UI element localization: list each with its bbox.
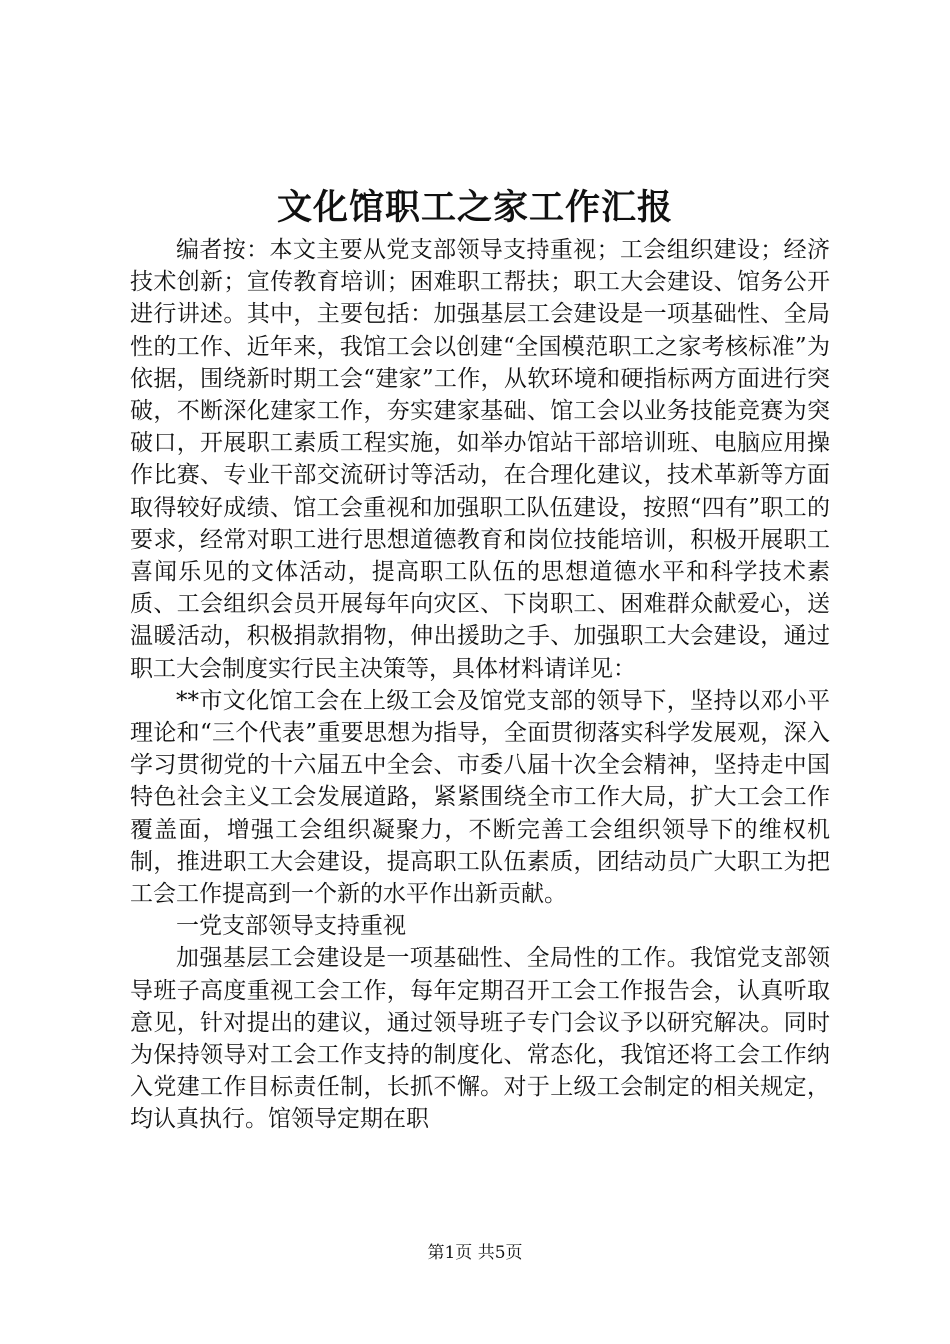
document-title: 文化馆职工之家工作汇报	[276, 187, 673, 228]
intro-paragraph: **市文化馆工会在上级工会及馆党支部的领导下，坚持以邓小平理论和“三个代表”重要思想为指导，全面贯彻落实科学发展观，深入学习贯彻党的十六届五中全会、市委八届十次全会精神，坚持走中国特色社会主义工会发展道路，紧紧围绕全市工作大局，扩大工会工作覆盖面，增强工会组织凝聚力，不断完善工会组织领导下的维权机制，推进职工大会建设，提高职工队伍素质，团结动员广大职工为把工会工作提高到一个新的水平作出新贡献。	[130, 687, 830, 908]
document-body	[130, 234, 830, 1136]
page-footer: 第1页 共5页	[427, 1243, 523, 1263]
editor-note-paragraph: 编者按：本文主要从党支部领导支持重视；工会组织建设；经济技术创新；宣传教育培训；困难职工帮扶；职工大会建设、馆务公开进行讲述。其中，主要包括：加强基层工会建设是一项基础性、全局性的工作、近年来，我馆工会以创建“全国模范职工之家考核标准”为依据，围绕新时期工会“建家”工作，从软环境和硬指标两方面进行突破，不断深化建家工作，夯实建家基础、馆工会以业务技能竞赛为突破口，开展职工素质工程实施，如举办馆站干部培训班、电脑应用操作比赛、专业干部交流研讨等活动，在合理化建议，技术革新等方面取得较好成绩、馆工会重视和加强职工队伍建设，按照“四有”职工的要求，经常对职工进行思想道德教育和岗位技能培训，积极开展职工喜闻乐见的文体活动，提高职工队伍的思想道德水平和科学技术素质、工会组织会员开展每年向灾区、下岗职工、困难群众献爱心，送温暖活动，积极捐款捐物，伸出援助之手、加强职工大会建设，通过职工大会制度实行民主决策等，具体材料请详见：	[130, 237, 830, 682]
section-paragraph: 加强基层工会建设是一项基础性、全局性的工作。我馆党支部领导班子高度重视工会工作，每年定期召开工会工作报告会，认真听取意见，针对提出的建议，通过领导班子专门会议予以研究解决。同时为保持领导对工会工作支持的制度化、常态化，我馆还将工会工作纳入党建工作目标责任制，长抓不懈。对于上级工会制定的相关规定，均认真执行。馆领导定期在职	[130, 945, 830, 1133]
section-heading: 一党支部领导支持重视	[176, 913, 406, 940]
